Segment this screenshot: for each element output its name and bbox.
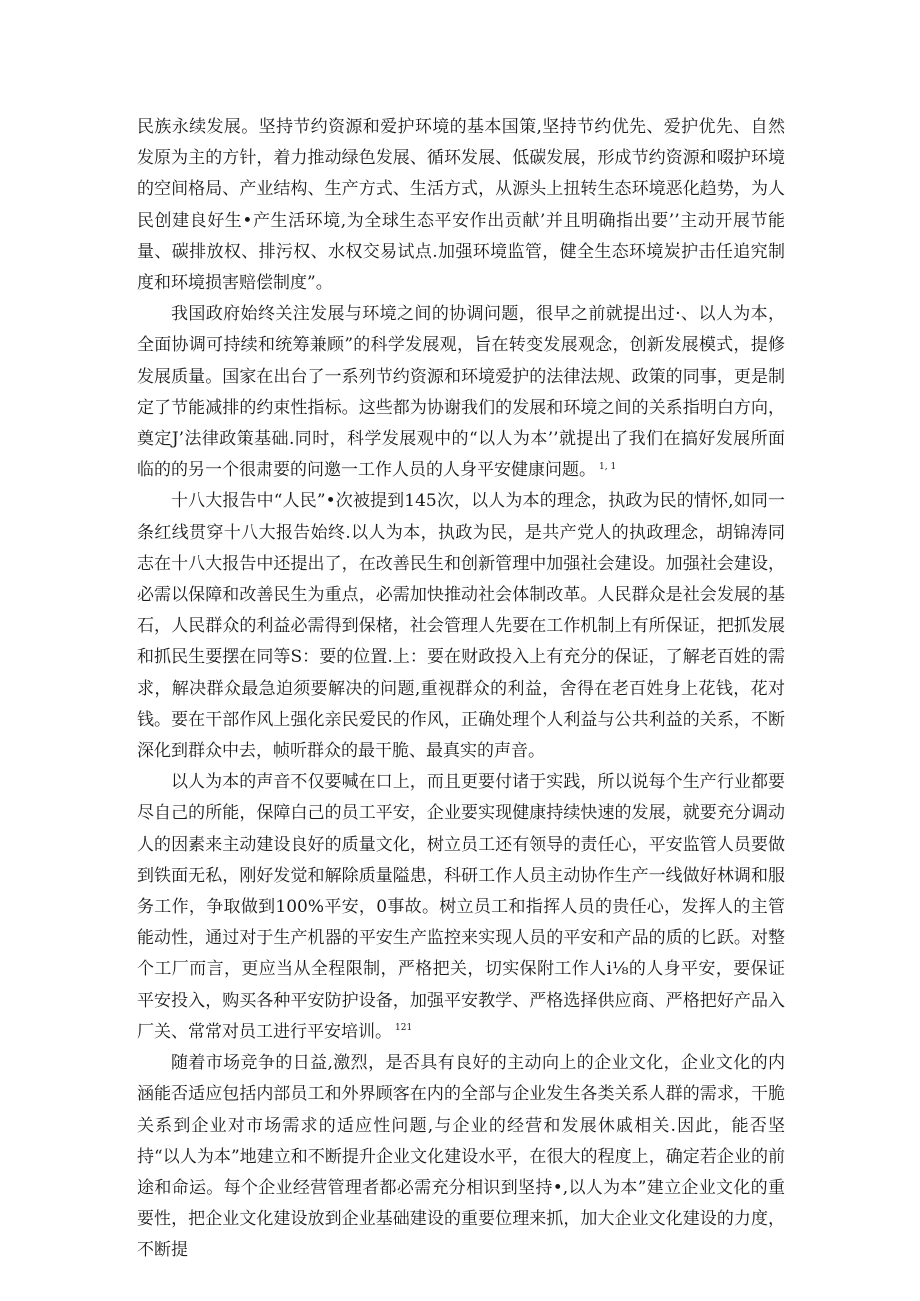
paragraph-text: 我国政府始终关注发展与环境之间的协调问题，很早之前就提出过·、以人为本，全面协调可持续和统筹兼顾”的科学发展观，旨在转变发展观念，创新发展模式，提修发展质量。国家在出台了一系列节约资源和环境爱护的法律法规、政策的同事，更是制定了节能减排的约束性指标。这些都为协谢我们的发展和环境之间的关系指明白方向，奠定J’法律政策基础.同时，科学发展观中的“以人为本’’就提出了我们在搞好发展所面临的的另一个很肃要的问邀一工作人员的人身平安健康问题。	[137, 304, 785, 481]
paragraph-2	[137, 299, 785, 486]
paragraph-text: 十八大报告中“人民”•次被提到145次，以人为本的理念，执政为民的情怀,如同一条红线贯穿十八大报告始终.以人为本，执政为民，是共产党人的执政理念，胡锦涛同志在十八大报告中还提出了，在改善民生和创新管理中加强社会建设。加强社会建设，必需以保障和改善民生为重点，必需加快推动社会体制改革。人民群众是社会发展的基石，人民群众的利益必需得到保楮，社会管理人先要在工作机制上有所保证，把抓发展和抓民生要摆在同等S：要的位置.上：要在财政投入上有充分的保证，了解老百姓的需求，解决群众最急迫须要解决的问题,重视群众的利益，舍得在老百姓身上花钱，花对钱。要在干部作风上强化亲民爱民的作风，正确处理个人利益与公共利益的关系，不断深化到群众中去，帧听群众的最干脆、最真实的声音。	[137, 491, 785, 762]
paragraph-5	[137, 1048, 785, 1266]
paragraph-4	[137, 767, 785, 1048]
paragraph-1	[137, 112, 785, 299]
paragraph-text: 民族永续发展。坚持节约资源和爱护环境的基本国策,坚持节约优先、爱护优先、自然发原为主的方针，着力推动绿色发展、循环发展、低碳发展，形成节约资源和啜护环境的空间格局、产业结构、生产方式、生活方式，从源头上扭转生态环境恶化趋势，为人民创建良好生•产生活环境,为全球生态平安作出贡献’并且明确指出要’’主动开展节能量、碳排放权、排污权、水权交易试点.加强环境监管，健全生态环境炭护击任追究制度和环境损害赔偿制度”。	[137, 117, 785, 294]
citation-marker: 121	[395, 1023, 413, 1034]
paragraph-text: 以人为本的声音不仅要喊在口上，而且更要付诸于实践，所以说每个生产行业都要尽自己的所能，保障白己的员工平安，企业要实现健康持续快速的发展，就要充分调动人的因素来主动建设良好的质量文化，树立员工还有领导的责任心，平安监管人员要做到铁面无私，刚好发觉和解除质量隘患，科研工作人员主动协作生产一线做好林调和服务工作，争取做到100%平安，0事故。树立员工和指挥人员的贵任心，发挥人的主管能动性，通过对于生产机器的平安生产监控来实现人员的平安和产品的质的匕跃。对整个工厂而言，更应当从全程限制，严格把关，切实保附工作人i⅛的人身平安，要保证平安投入，购买各种平安防护设备，加强平安教学、严格选择供应商、严格把好产品入厂关、常常对员工进行平安培训。	[137, 772, 785, 1042]
document-body	[137, 112, 785, 1267]
citation-marker: 1, 1	[599, 461, 617, 472]
paragraph-text: 随着市场竞争的日益,激烈，是否具有良好的主动向上的企业文化，企业文化的内涵能否适应包括内部员工和外界顾客在内的全部与企业发生各类关系人群的需求，干脆关系到企业对市场需求的适应性问题,与企业的经营和发展休戚相关.因此，能否坚持“以人为本”地建立和不断提升企业文化建设水平，在很大的程度上，确定若企业的前途和命运。每个企业经营管理者都必需充分相识到坚持•,以人为本”建立企业文化的重要性，把企业文化建设放到企业基础建设的重要位理来抓，加大企业文化建设的力度，不断提	[137, 1053, 785, 1261]
paragraph-3	[137, 486, 785, 767]
